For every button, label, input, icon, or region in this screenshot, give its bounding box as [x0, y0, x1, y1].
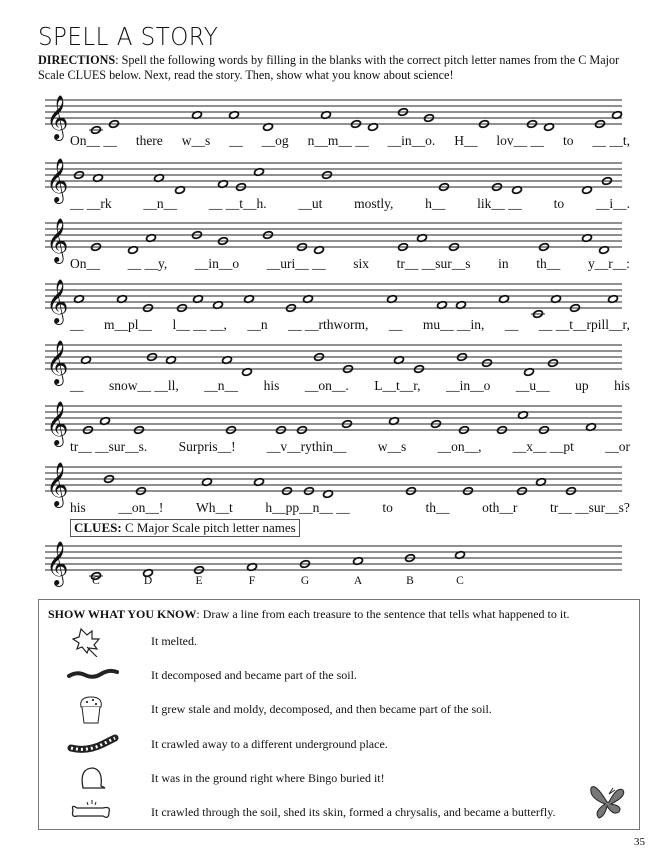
lyric-word: h__ [425, 196, 446, 211]
lyric-line [70, 196, 630, 212]
lyric-word: __in__o [446, 378, 491, 393]
lyric-word: __x__ __pt [512, 439, 574, 454]
treble-clef-icon: 𝄞 [46, 279, 69, 323]
lyric-word: On__ [70, 256, 100, 271]
lyric-word: __u__ [515, 378, 550, 393]
lyric-word: __ __t, [592, 133, 630, 148]
clue-letter: B [406, 575, 414, 587]
lyric-word: __ [70, 378, 84, 393]
clue-letter: C [456, 575, 464, 587]
treasure-row [39, 734, 639, 764]
treble-clef-icon: 𝄞 [46, 95, 69, 139]
lyric-word: __ [70, 317, 84, 332]
lyric-word: __or [605, 439, 630, 454]
lyric-word: to [553, 196, 565, 211]
lyric-word: tr__ __sur__s? [550, 500, 630, 515]
lyric-word: __ __t__h. [208, 196, 267, 211]
snowball-icon [67, 764, 119, 794]
lyric-word: __ [504, 317, 519, 332]
lyric-word: __ [388, 317, 403, 332]
lyric-word: six [353, 256, 370, 271]
lyric-word: __n [247, 317, 268, 332]
lyric-line [70, 500, 630, 516]
clue-letter: C [92, 575, 100, 587]
lyric-word: __on__. [304, 378, 349, 393]
treble-clef-icon: 𝄞 [46, 541, 69, 585]
bone-icon [67, 798, 119, 828]
clue-letter: F [248, 575, 256, 587]
lyric-word: up [575, 378, 589, 393]
lyric-word: w__s [181, 133, 211, 148]
lyric-word: __uri__ __ [266, 256, 326, 271]
sentence: It was in the ground right where Bingo buried it! [151, 771, 385, 785]
lyric-word: tr__ __sur__s [396, 256, 471, 271]
sentence: It melted. [151, 634, 197, 648]
treble-clef-icon: 𝄞 [46, 462, 69, 506]
caterpillar-icon [67, 730, 119, 760]
directions-text: : Spell the following words by filling in the blanks with the correct pitch letter names from the C Major Scale CLUES below. Next, read the story. Then, show what you know about science! [38, 53, 620, 82]
sentence: It crawled away to a different underground place. [151, 737, 388, 751]
lyric-word: his [70, 500, 86, 515]
clue-letter: D [143, 575, 153, 587]
clues-label: CLUES: [74, 520, 122, 535]
lyric-word: to [562, 133, 574, 148]
lyric-line [70, 317, 630, 333]
lyric-word: y__r__: [587, 256, 630, 271]
lyric-word: On__ __ [70, 133, 117, 148]
lyric-line [70, 378, 630, 394]
clues-text: C Major Scale pitch letter names [121, 520, 296, 535]
lyric-word: __in__o. [387, 133, 436, 148]
lyric-word: lov__ __ [496, 133, 545, 148]
lyric-line [70, 439, 630, 455]
swyk-label: SHOW WHAT YOU KNOW [48, 607, 197, 621]
earthworm-icon [67, 661, 119, 691]
lyric-word: L__t__r, [374, 378, 421, 393]
swyk-text: : Draw a line from each treasure to the sentence that tells what happened to it. [196, 607, 570, 621]
lyric-word: __ __t__rpill__r, [538, 317, 630, 332]
clue-letter: A [353, 575, 363, 587]
lyric-word: Surpris__! [178, 439, 236, 454]
treasure-row [39, 768, 639, 798]
lyric-word: l__ __ __, [172, 317, 227, 332]
treasure-row [39, 699, 639, 729]
lyric-word: __ __rthworm, [288, 317, 369, 332]
directions-label: DIRECTIONS [38, 53, 116, 67]
clue-letter: G [300, 575, 310, 587]
lyric-word: mu__ __in, [422, 317, 485, 332]
lyric-word: tr__ __sur__s. [70, 439, 148, 454]
treasure-row [39, 631, 639, 661]
lyric-word: H__ [454, 133, 478, 148]
lyric-word: __n__ [204, 378, 239, 393]
treble-clef-icon: 𝄞 [46, 340, 69, 384]
maple-leaf-icon [67, 627, 119, 657]
show-what-you-know-heading [48, 607, 570, 622]
show-what-you-know-box [38, 599, 640, 830]
lyric-word: to [382, 500, 393, 515]
lyric-word: oth__r [482, 500, 518, 515]
sentence: It decomposed and became part of the soil. [151, 668, 357, 682]
lyric-word: th__ [425, 500, 450, 515]
lyric-word: lik__ __ [477, 196, 522, 211]
lyric-word: Wh__t [196, 500, 233, 515]
page-number: 35 [634, 836, 645, 848]
treasure-row [39, 665, 639, 695]
lyric-word: __og [261, 133, 289, 148]
lyric-word: __ [229, 133, 243, 148]
lyric-word: __n__ [143, 196, 178, 211]
lyric-word: __ __rk [70, 196, 112, 211]
lyric-word: __on__, [437, 439, 482, 454]
lyric-word: there [135, 133, 163, 148]
lyric-word: m__pl__ [104, 317, 153, 332]
lyric-word: th__ [536, 256, 561, 271]
lyric-word: __v__rythin__ [266, 439, 347, 454]
butterfly-icon [587, 782, 629, 822]
page-title: SPELL A STORY [38, 22, 219, 51]
lyric-word: h__pp__n__ __ [265, 500, 350, 515]
lyric-word: mostly, [354, 196, 394, 211]
lyric-line [70, 256, 630, 272]
lyric-word: his [263, 378, 280, 393]
clues-box [70, 519, 300, 537]
lyric-word: his [614, 378, 630, 393]
lyric-word: __on__! [118, 500, 164, 515]
treble-clef-icon: 𝄞 [46, 401, 69, 445]
treble-clef-icon: 𝄞 [46, 158, 69, 202]
lyric-word: __i__. [595, 196, 630, 211]
sentence: It crawled through the soil, shed its skin, formed a chrysalis, and became a butterfly. [151, 805, 556, 819]
treble-clef-icon: 𝄞 [46, 218, 69, 262]
lyric-word: in [498, 256, 509, 271]
lyric-word: w__s [377, 439, 407, 454]
lyric-word: __in__o [194, 256, 240, 271]
clue-letter: E [195, 575, 203, 587]
sentence: It grew stale and moldy, decomposed, and then became part of the soil. [151, 702, 492, 716]
treasure-row [39, 802, 639, 832]
lyric-word: snow__ __ll, [109, 378, 179, 393]
lyric-word: __ut [298, 196, 323, 211]
muffin-icon [67, 695, 119, 725]
lyric-word: n__m__ __ [307, 133, 369, 148]
lyric-word: __ __y, [127, 256, 168, 271]
lyric-line [70, 133, 630, 149]
